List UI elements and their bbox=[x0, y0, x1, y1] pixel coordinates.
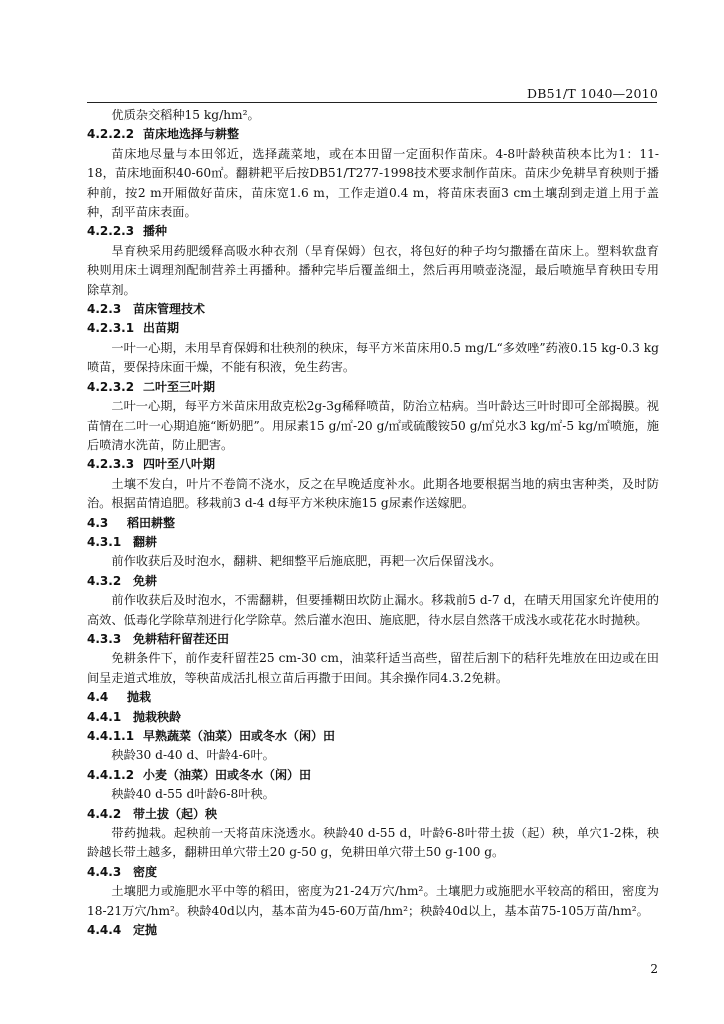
section-number: 4.4 bbox=[87, 690, 109, 705]
header-rule bbox=[87, 102, 657, 103]
section-title: 抛栽秧龄 bbox=[133, 709, 182, 724]
section-heading bbox=[87, 863, 659, 882]
section-heading bbox=[87, 222, 659, 241]
section-number: 4.2.3.1 bbox=[87, 321, 135, 336]
paragraph: 土壤肥力或施肥水平中等的稻田，密度为21-24万穴/hm²。土壤肥力或施肥水平较高的稻田，密度为18-21万穴/hm²。秧龄40d以内，基本苗为45-60万苗/hm²；秧龄40d以上，基本苗75-105万苗/hm²。 bbox=[87, 884, 659, 918]
paragraph: 苗床地尽量与本田邻近，选择蔬菜地，或在本田留一定面积作苗床。4-8叶龄秧苗秧本比为1：11-18，苗床地面积40-60㎡。翻耕耙平后按DB51/T277-1998技术要求制作苗床。苗床少免耕旱育秧则于播种前，按2 m开厢做好苗床，苗床宽1.6 m，工作走道0.4 m，将苗床表面3 cm土壤刮到走道上用于盖种，刮平苗床表面。 bbox=[87, 146, 659, 220]
section-number: 4.4.1 bbox=[87, 709, 122, 724]
paragraph: 土壤不发白，叶片不卷筒不浇水，反之在早晚适度补水。此期各地要根据当地的病虫害种类，及时防治。根据苗情追肥。移栽前3 d-4 d每平方米秧床施15 g尿素作送嫁肥。 bbox=[87, 476, 659, 511]
page-number: 2 bbox=[650, 962, 658, 976]
section-number: 4.2.3 bbox=[87, 302, 122, 317]
document-body bbox=[87, 106, 659, 940]
section-heading bbox=[87, 630, 659, 649]
section-heading bbox=[87, 533, 659, 552]
section-heading bbox=[87, 727, 659, 746]
section-heading bbox=[87, 688, 659, 707]
section-number: 4.2.2.2 bbox=[87, 127, 135, 142]
section-number: 4.2.3.2 bbox=[87, 379, 135, 394]
section-heading bbox=[87, 455, 659, 474]
section-heading bbox=[87, 572, 659, 591]
section-heading bbox=[87, 766, 659, 785]
section-heading bbox=[87, 125, 659, 144]
paragraph: 前作收获后及时泡水，不需翻耕，但要捶糊田坎防止漏水。移栽前5 d-7 d，在晴天用国家允许使用的高效、低毒化学除草剂进行化学除草。然后灌水泡田、施底肥，待水层自然落干成浅水或花花水时抛秧。 bbox=[87, 593, 659, 627]
paragraph: 一叶一心期，未用旱育保姆和壮秧剂的秧床，每平方米苗床用0.5 mg/L“多效唑”药液0.15 kg-0.3 kg喷苗，要保持床面干燥，不能有积液，免生药害。 bbox=[87, 340, 659, 375]
document-code-header: DB51/T 1040—2010 bbox=[527, 86, 658, 101]
paragraph: 带药抛栽。起秧前一天将苗床浇透水。秧龄40 d-55 d，叶龄6-8叶带土拔（起）秧，单穴1-2株，秧龄越长带土越多，翻耕田单穴带土20 g-50 g，免耕田单穴带土50 g-100 g。 bbox=[87, 826, 659, 860]
section-title: 苗床地选择与耕整 bbox=[143, 127, 240, 142]
section-title: 抛栽 bbox=[127, 690, 152, 705]
section-number: 4.2.3.3 bbox=[87, 457, 135, 472]
section-title: 小麦（油菜）田或冬水（闲）田 bbox=[143, 767, 312, 782]
section-title: 免耕秸秆留茬还田 bbox=[133, 631, 230, 646]
paragraph: 秧龄30 d-40 d、叶龄4-6叶。 bbox=[111, 748, 275, 763]
section-title: 稻田耕整 bbox=[127, 515, 176, 530]
section-number: 4.4.1.2 bbox=[87, 767, 135, 782]
section-heading bbox=[87, 921, 659, 940]
paragraph: 免耕条件下，前作麦秆留茬25 cm-30 cm，油菜秆适当高些，留茬后割下的秸秆先堆放在田边或在田间呈走道式堆放，等秧苗成活扎根立苗后再撒于田间。其余操作同4.3.2免耕。 bbox=[87, 651, 659, 685]
paragraph: 旱育秧采用药肥缓释高吸水种衣剂（旱育保姆）包衣，将包好的种子均匀撒播在苗床上。塑料软盘育秧则用床土调理剂配制营养土再播种。播种完毕后覆盖细土，然后再用喷壶浇湿，最后喷施旱育秧田专用除草剂。 bbox=[87, 243, 659, 297]
section-number: 4.4.2 bbox=[87, 806, 122, 821]
section-heading bbox=[87, 319, 659, 338]
section-heading bbox=[87, 378, 659, 397]
section-number: 4.4.4 bbox=[87, 923, 122, 938]
section-title: 播种 bbox=[143, 224, 168, 239]
section-title: 二叶至三叶期 bbox=[143, 379, 216, 394]
section-heading bbox=[87, 805, 659, 824]
section-number: 4.3.3 bbox=[87, 631, 122, 646]
section-heading bbox=[87, 708, 659, 727]
section-title: 密度 bbox=[133, 864, 158, 879]
section-title: 免耕 bbox=[133, 573, 158, 588]
section-heading bbox=[87, 300, 659, 319]
paragraph: 前作收获后及时泡水，翻耕、耙细整平后施底肥，再耙一次后保留浅水。 bbox=[111, 554, 502, 569]
section-number: 4.3 bbox=[87, 515, 109, 530]
section-title: 带土拔（起）秧 bbox=[133, 806, 218, 821]
paragraph: 优质杂交稻种15 kg/hm²。 bbox=[111, 108, 260, 122]
section-number: 4.2.2.3 bbox=[87, 224, 135, 239]
section-title: 四叶至八叶期 bbox=[143, 457, 216, 472]
section-title: 苗床管理技术 bbox=[133, 302, 206, 317]
paragraph: 二叶一心期，每平方米苗床用敌克松2g-3g稀释喷苗，防治立枯病。当叶龄达三叶时即可全部揭膜。视苗情在二叶一心期追施“断奶肥”。用尿素15 g/㎡-20 g/㎡或硫酸铵50 g/㎡兑水3 kg/㎡-5 kg/㎡喷施，施后喷清水洗苗，防止肥害。 bbox=[87, 399, 659, 452]
section-heading bbox=[87, 514, 659, 533]
section-title: 早熟蔬菜（油菜）田或冬水（闲）田 bbox=[143, 729, 336, 743]
section-title: 翻耕 bbox=[133, 534, 158, 549]
section-number: 4.3.1 bbox=[87, 534, 122, 549]
section-number: 4.3.2 bbox=[87, 573, 122, 588]
section-number: 4.4.1.1 bbox=[87, 729, 135, 743]
section-title: 定抛 bbox=[133, 923, 158, 938]
section-title: 出苗期 bbox=[143, 321, 180, 336]
section-number: 4.4.3 bbox=[87, 864, 122, 879]
paragraph: 秧龄40 d-55 d叶龄6-8叶秧。 bbox=[111, 787, 275, 802]
